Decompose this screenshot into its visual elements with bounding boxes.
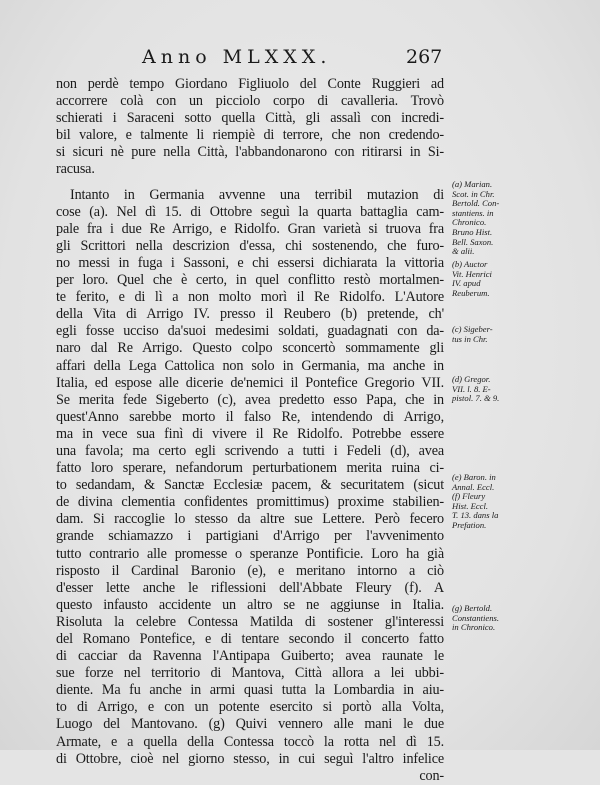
text-line: to sedandam, & Sanctæ Ecclesiæ pacem, & securitatem (sicut — [56, 477, 444, 494]
text-line: fatto loro sperare, nefandorum perturbationem merita ruina ci- — [56, 460, 444, 477]
note-line: (g) Bertold. — [452, 603, 493, 613]
note-a — [452, 180, 522, 257]
text-line: affari della Lega Cattolica non solo in Germania, ma anche in — [56, 357, 444, 374]
note-line: stantiens. in — [452, 207, 494, 218]
note-line: Scot. in Chr. — [452, 188, 495, 199]
note-line: in Chronico. — [452, 622, 496, 633]
note-line: pistol. 7. & 9. — [452, 393, 500, 404]
running-head: Anno MLXXX. — [142, 46, 332, 68]
text-line: questo infausto accidente un altro se ne aggiunse in Italia. — [56, 596, 444, 613]
note-line: (a) Marian. — [452, 179, 493, 189]
text-line: naro dal Re Arrigo. Questo colpo sconcertò sommamente gli — [56, 340, 444, 357]
note-line: (c) Sigeber- — [452, 324, 493, 334]
note-e-f — [452, 473, 522, 531]
note-line: (e) Baron. in — [452, 472, 496, 482]
text-line: schierati i Saraceni sotto quella Città, gli assalì con incredi- — [56, 110, 444, 127]
note-line: T. 13. dans la — [452, 510, 499, 521]
note-line: IV. apud — [452, 278, 481, 289]
text-line: Italia, ed espose alle dicerie de'nemici il Pontefice Gregorio VII. — [56, 374, 444, 391]
main-text — [56, 76, 444, 785]
text-line: cose (a). Nel dì 15. di Ottobre seguì la quarta battaglia cam- — [56, 203, 444, 220]
text-line: di cacciar da Ravenna l'Antipapa Guiberto; avea raunate le — [56, 648, 444, 665]
text-line: quest'Anno sarebbe morto il falso Re, intendendo di Arrigo, — [56, 408, 444, 425]
text-line: Armate, e a quella della Contessa toccò la rotta nel dì 15. — [56, 733, 444, 750]
note-d — [452, 375, 522, 404]
note-line: & alii. — [452, 246, 475, 257]
text-line: di Ottobre, cioè nel giorno stesso, in cui seguì l'altro infelice — [56, 750, 444, 767]
text-line: tutto contrario alle promesse o speranze Pontificie. Loro ha già — [56, 545, 444, 562]
note-line: Bruno Hist. — [452, 226, 493, 237]
note-line: Vit. Henrici — [452, 268, 492, 279]
text-line: Risoluta la celebre Contessa Matilda di sostener gl'interessi — [56, 613, 444, 630]
note-line: (b) Auctor — [452, 259, 488, 269]
text-line: si sicuri nè pure nella Città, l'abbandonarono con ritirarsi in Si- — [56, 144, 444, 161]
text-line: per loro. Quel che è certo, in quel conflitto restò mortalmen- — [56, 272, 444, 289]
text-line: della Vita di Arrigo IV. presso il Reubero (b) pretende, ch' — [56, 306, 444, 323]
text-line: diente. Ma fu anche in armi quasi tutta la Lombardia in aiu- — [56, 682, 444, 699]
catchword: con- — [419, 767, 444, 784]
page-header — [78, 46, 600, 70]
text-line: risposto il Cardinal Baronio (e), e meritano intorno a ciò — [56, 562, 444, 579]
text-line: Intanto in Germania avvenne una terribil mutazion di — [70, 186, 444, 203]
page-number: 267 — [406, 46, 443, 68]
text-line: te ferito, e di lì a non molto morì il Re Ridolfo. L'Autore — [56, 289, 444, 306]
note-line: Prefation. — [452, 519, 487, 530]
note-line: Annal. Eccl. — [452, 481, 495, 492]
text-line: to di Arrigo, e con un potente esercito si portò alla Volta, — [56, 699, 444, 716]
text-line: dam. Si raccoglie lo stesso da altre sue Lettere. Però fecero — [56, 511, 444, 528]
text-line: sue forze nel territorio di Mantova, Città allora a lei ubbi- — [56, 665, 444, 682]
note-line: Bell. Saxon. — [452, 236, 494, 247]
note-line: Constantiens. — [452, 612, 500, 623]
text-line: Se merita fede Sigeberto (c), avea predetto esso Papa, che in — [56, 391, 444, 408]
note-b — [452, 260, 522, 298]
text-line: grande schiamazzo i partigiani d'Arrigo per l'avvenimento — [56, 528, 444, 545]
note-line: Reuberum. — [452, 287, 490, 298]
note-line: (f) Fleury — [452, 491, 486, 502]
text-line: una favola; ma certo egli scrivendo a tutti i Fedeli (d), avea — [56, 442, 444, 459]
note-line: Chronico. — [452, 217, 487, 228]
note-line: Hist. Eccl. — [452, 500, 489, 511]
note-g — [452, 604, 522, 633]
text-line: accorrere colà con un picciolo corpo di cavalleria. Trovò — [56, 93, 444, 110]
text-line: bil valore, e talmente li riempiè di terrore, che non credendo- — [56, 127, 444, 144]
note-line: tus in Chr. — [452, 333, 488, 344]
text-line: egli fosse ucciso da'suoi medesimi soldati, guadagnati con da- — [56, 323, 444, 340]
text-line: racusa. — [56, 161, 95, 178]
note-line: Bertold. Con- — [452, 198, 500, 209]
text-line: no messi in fuga i Sassoni, e chi essersi dichiarata la vittoria — [56, 254, 444, 271]
text-line: d'esser lette anche le riflessioni dell'Abbate Fleury (f). A — [56, 579, 444, 596]
text-line: non perdè tempo Giordano Figliuolo del Conte Ruggieri ad — [56, 76, 444, 92]
text-line: Luogo del Mantovano. (g) Quivi vennero alle mani le due — [56, 716, 444, 733]
note-line: VII. l. 8. E- — [452, 383, 491, 394]
text-line: de divina clementia confidentes promittimus) proxime stabilien- — [56, 494, 444, 511]
text-line: gli Scrittori nella descrizion d'essa, chi sostenendo, che furo- — [56, 237, 444, 254]
text-line: pale fra i due Re Arrigo, e Ridolfo. Gran varietà si truova fra — [56, 220, 444, 237]
text-line: ma in vece sua finì di vivere il Re Ridolfo. Potrebbe essere — [56, 425, 444, 442]
note-c — [452, 325, 522, 344]
note-line: (d) Gregor. — [452, 374, 491, 384]
text-line: del Romano Pontefice, e di tentare secondo il concerto fatto — [56, 631, 444, 647]
